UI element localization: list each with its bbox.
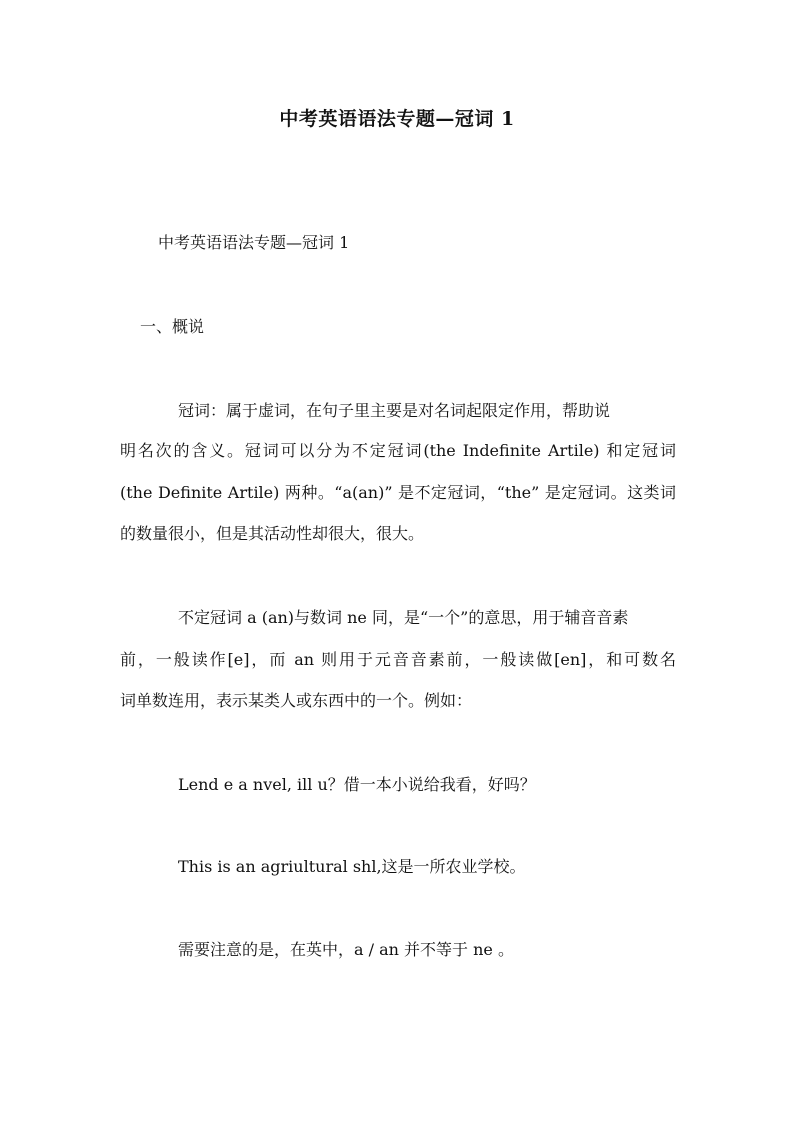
paragraph-2-line-3: 词单数连用，表示某类人或东西中的一个。例如：	[120, 691, 473, 710]
section-heading: 一、概说	[140, 317, 205, 336]
document-subtitle: 中考英语语法专题—冠词 1	[158, 233, 350, 252]
paragraph-2-line-1: 不定冠词 a (an)与数词 ne 同，是“一个”的意思，用于辅音音素	[178, 608, 629, 627]
paragraph-1-line-1: 冠词：属于虚词，在句子里主要是对名词起限定作用，帮助说	[178, 401, 611, 420]
paragraph-2-line-2: 前，一般读作[e]，而 an 则用于元音音素前，一般读做[en]，和可数名	[120, 650, 676, 669]
paragraph-1-line-3: (the Definite Artile) 两种。“a(an)” 是不定冠词，“the” 是定冠词。这类词	[120, 483, 676, 502]
document-title: 中考英语语法专题—冠词 1	[279, 108, 515, 130]
example-sentence-2: This is an agriultural shl,这是一所农业学校。	[178, 857, 526, 876]
note-line: 需要注意的是，在英中，a / an 并不等于 ne 。	[178, 940, 514, 959]
example-sentence-1: Lend e a nvel, ill u？借一本小说给我看，好吗？	[178, 775, 536, 794]
paragraph-1-line-2: 明名次的含义。冠词可以分为不定冠词(the Indefinite Artile) 和定冠词	[120, 441, 676, 460]
paragraph-1-line-4: 的数量很小，但是其活动性却很大，很大。	[120, 524, 425, 543]
